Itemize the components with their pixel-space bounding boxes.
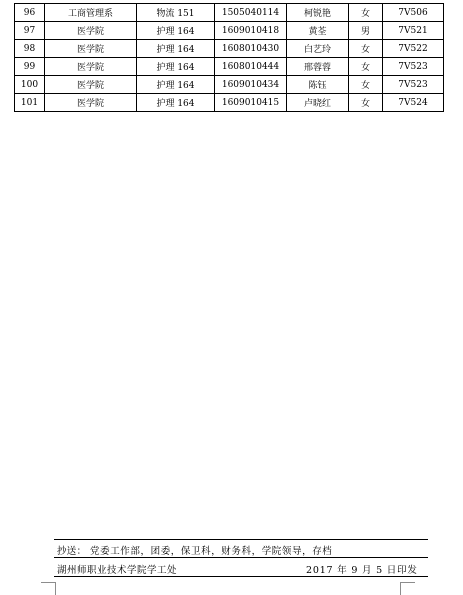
table-row xyxy=(15,40,444,58)
footer-rule-top xyxy=(54,539,428,540)
student-id-cell: 1609010434 xyxy=(215,76,287,94)
cc-label: 抄送： xyxy=(57,546,87,557)
gender-cell: 女 xyxy=(349,4,383,22)
dorm-cell: 7V523 xyxy=(383,76,444,94)
name-cell: 白艺玲 xyxy=(287,40,349,58)
issuing-office: 湖州师职业技术学院学工处 xyxy=(57,565,178,576)
department-cell: 医学院 xyxy=(45,40,137,58)
gender-cell: 女 xyxy=(349,94,383,112)
gender-cell: 女 xyxy=(349,58,383,76)
row-number-cell: 96 xyxy=(15,4,45,22)
row-number-cell: 101 xyxy=(15,94,45,112)
dorm-cell: 7V506 xyxy=(383,4,444,22)
class-cell: 物流 151 xyxy=(137,4,215,22)
name-cell: 卢晓红 xyxy=(287,94,349,112)
dorm-cell: 7V523 xyxy=(383,58,444,76)
class-cell: 护理 164 xyxy=(137,22,215,40)
student-id-cell: 1608010444 xyxy=(215,58,287,76)
department-cell: 医学院 xyxy=(45,76,137,94)
row-number-cell: 97 xyxy=(15,22,45,40)
student-id-cell: 1609010415 xyxy=(215,94,287,112)
department-cell: 医学院 xyxy=(45,58,137,76)
dorm-cell: 7V524 xyxy=(383,94,444,112)
table-row xyxy=(15,94,444,112)
dorm-cell: 7V522 xyxy=(383,40,444,58)
row-number-cell: 98 xyxy=(15,40,45,58)
row-number-cell: 100 xyxy=(15,76,45,94)
class-cell: 护理 164 xyxy=(137,40,215,58)
table-row xyxy=(15,22,444,40)
dorm-cell: 7V521 xyxy=(383,22,444,40)
student-id-cell: 1608010430 xyxy=(215,40,287,58)
class-cell: 护理 164 xyxy=(137,76,215,94)
table-row xyxy=(15,76,444,94)
department-cell: 医学院 xyxy=(45,94,137,112)
gender-cell: 女 xyxy=(349,76,383,94)
table-row xyxy=(15,58,444,76)
row-number-cell: 99 xyxy=(15,58,45,76)
name-cell: 陈钰 xyxy=(287,76,349,94)
footer-rule-middle xyxy=(54,557,428,558)
student-dorm-table xyxy=(14,3,444,112)
class-cell: 护理 164 xyxy=(137,58,215,76)
name-cell: 邢蓉蓉 xyxy=(287,58,349,76)
crop-mark-bottom-right xyxy=(400,582,415,595)
student-id-cell: 1609010418 xyxy=(215,22,287,40)
department-cell: 工商管理系 xyxy=(45,4,137,22)
name-cell: 黄荃 xyxy=(287,22,349,40)
print-date: 2017 年 9 月 5 日印发 xyxy=(306,565,418,576)
department-cell: 医学院 xyxy=(45,22,137,40)
cc-recipients: 党委工作部，团委，保卫科，财务科，学院领导，存档 xyxy=(90,546,333,557)
footer-rule-bottom xyxy=(54,576,428,577)
name-cell: 柯锐艳 xyxy=(287,4,349,22)
gender-cell: 男 xyxy=(349,22,383,40)
student-id-cell: 1505040114 xyxy=(215,4,287,22)
crop-mark-bottom-left xyxy=(41,582,56,595)
gender-cell: 女 xyxy=(349,40,383,58)
class-cell: 护理 164 xyxy=(137,94,215,112)
table-row xyxy=(15,4,444,22)
